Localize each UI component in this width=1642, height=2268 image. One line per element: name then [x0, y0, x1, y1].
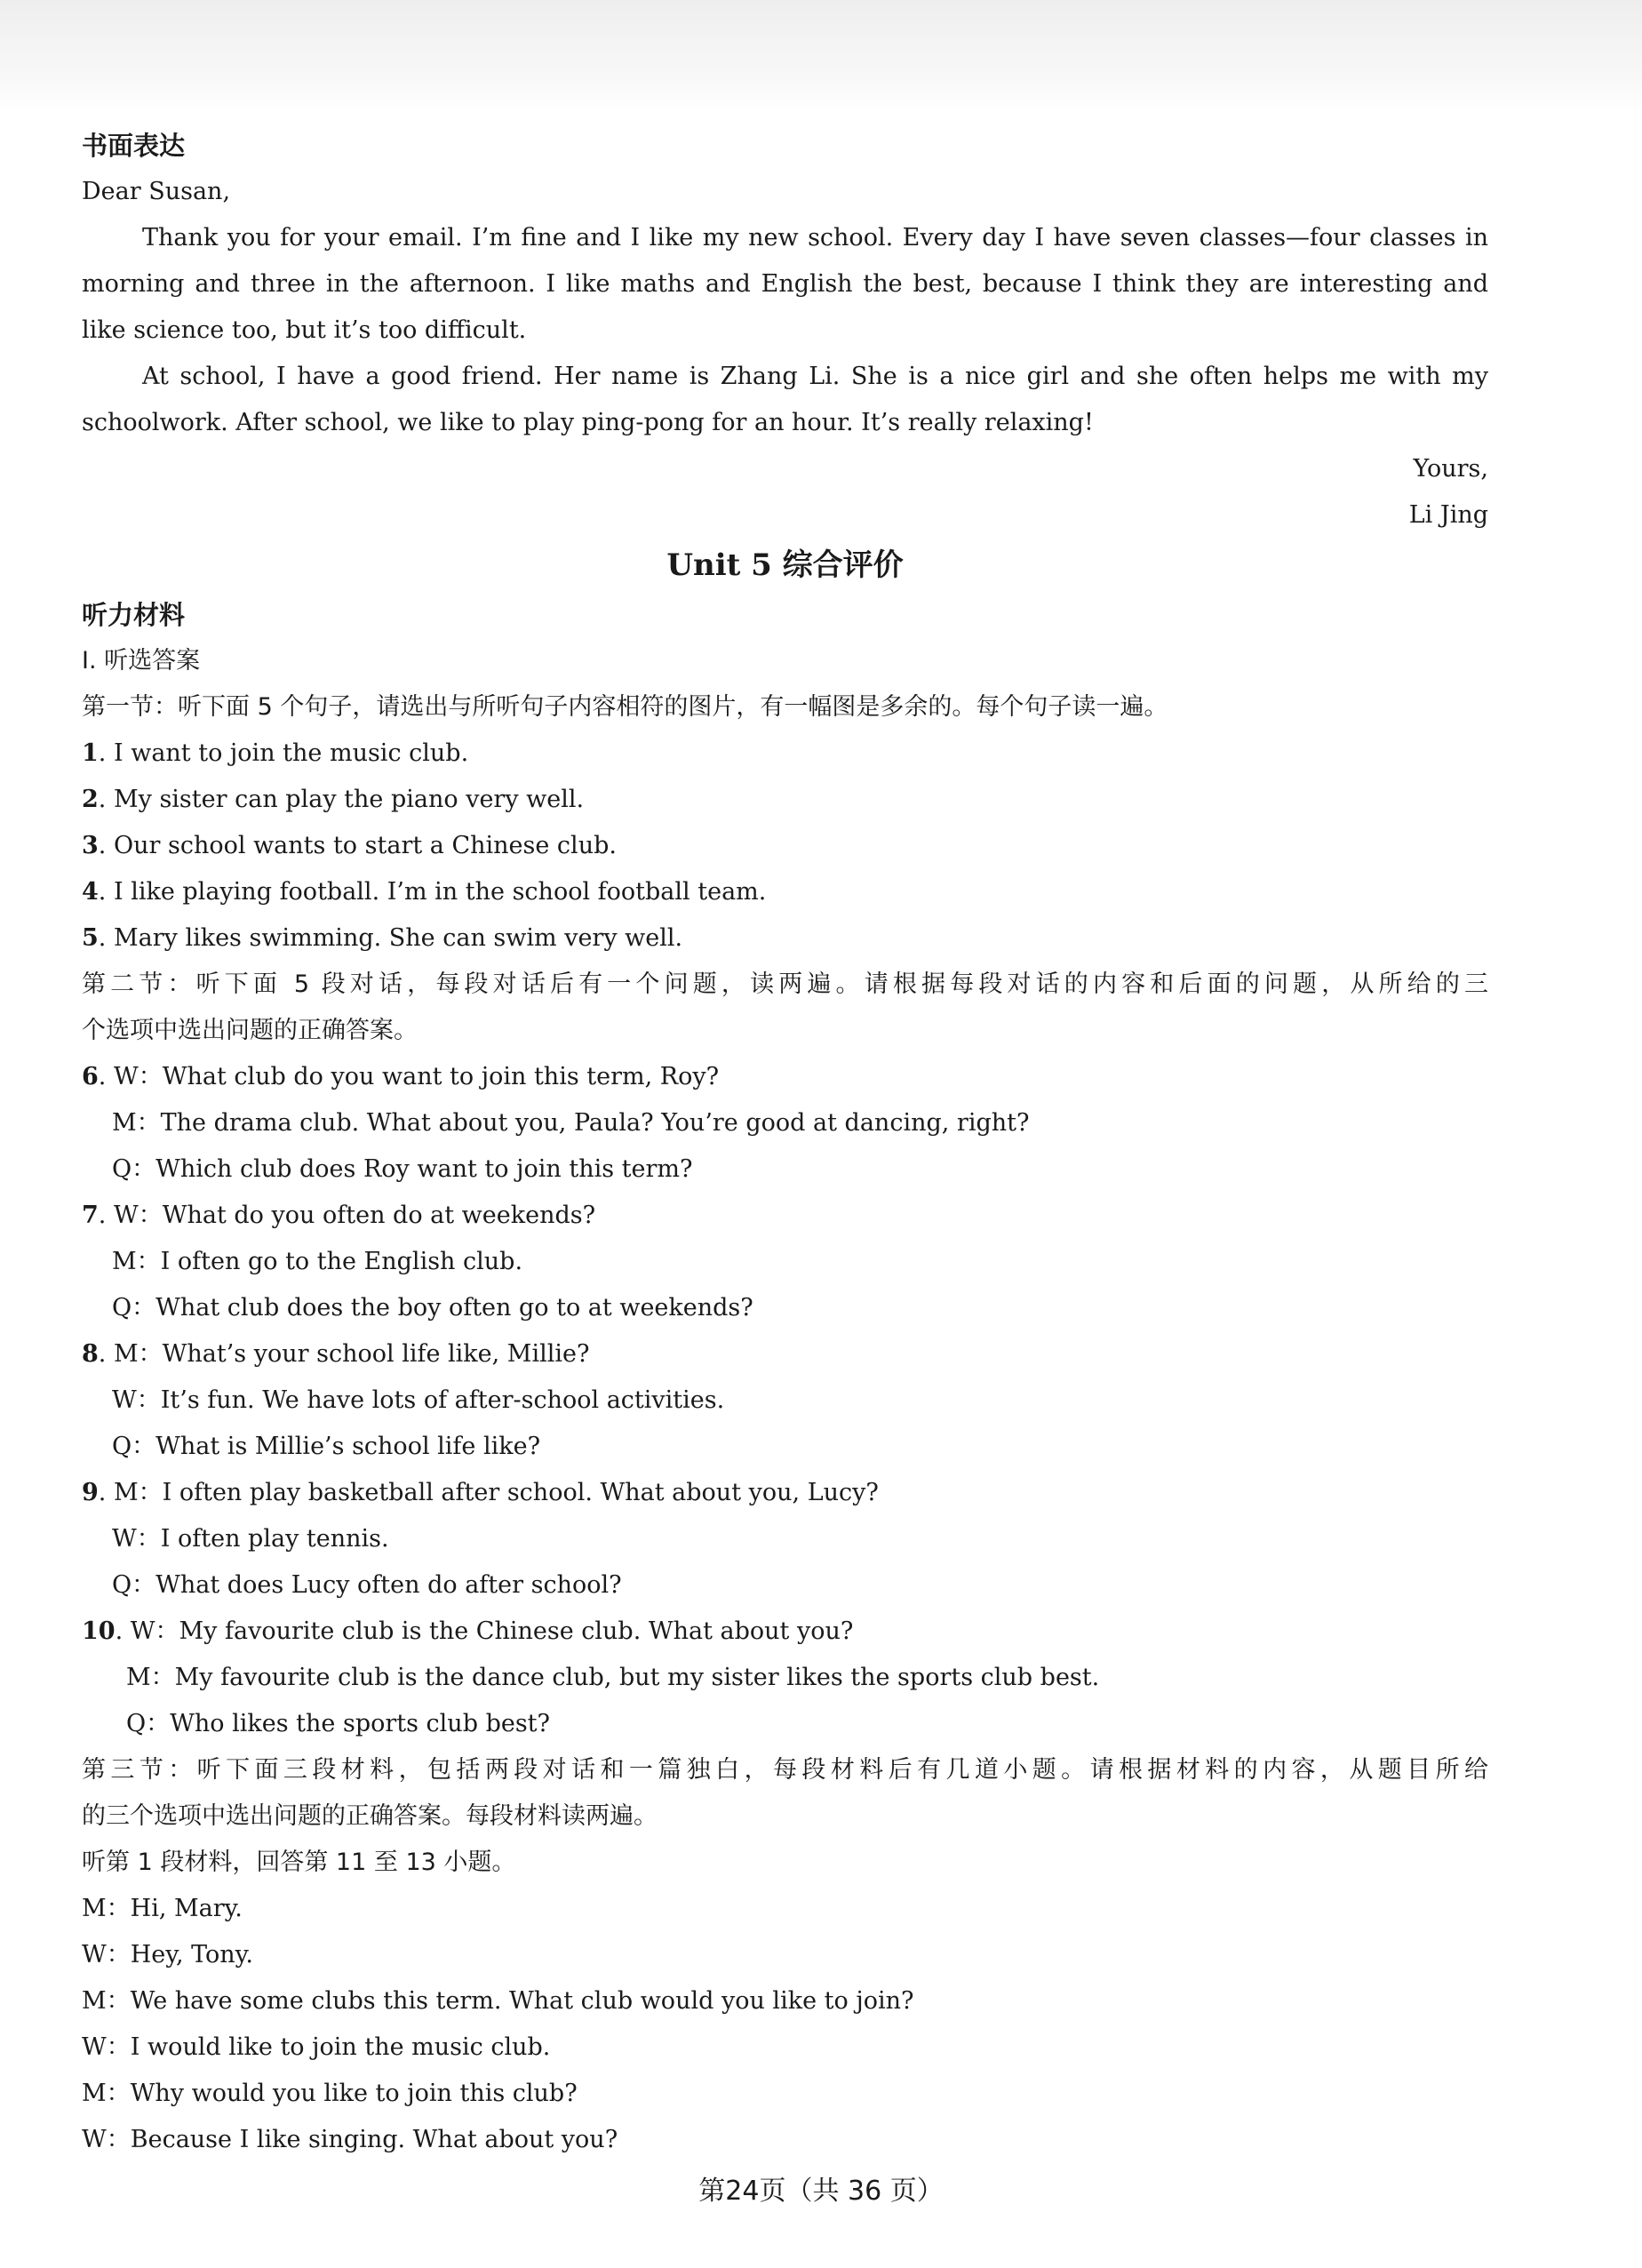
- letter-paragraph-1-line-1: Thank you for your email. I’m fine and I like my new school. Every day I have seven classes—four classes in: [142, 224, 1488, 252]
- dialogue-question: Q：Who likes the sports club best?: [126, 1710, 551, 1737]
- dialogue-first-line: [82, 1609, 1488, 1655]
- sentence-text: . Mary likes swimming. She can swim very well.: [98, 924, 683, 952]
- letter-salutation: Dear Susan,: [82, 178, 231, 205]
- item-number: 8: [82, 1340, 99, 1368]
- section-3-instructions-line-2: 的三个选项中选出问题的正确答案。每段材料读两遍。: [82, 1802, 658, 1830]
- dialogue-line: M：My favourite club is the dance club, but my sister likes the sports club best.: [126, 1664, 1100, 1691]
- letter-paragraph-1-line-2: morning and three in the afternoon. I like maths and English the best, because I think they are interesting and: [82, 270, 1488, 298]
- sentence-item: [82, 915, 1488, 962]
- sentence-text: . My sister can play the piano very well.: [98, 786, 585, 813]
- sentence-text: . I like playing football. I’m in the school football team.: [98, 878, 767, 906]
- letter-paragraph-1-line-3: like science too, but it’s too difficult.: [82, 316, 527, 344]
- unit-title: Unit 5 综合评价: [666, 547, 904, 583]
- section-2-instructions-line-1: 第二节：听下面 5 段对话，每段对话后有一个问题，读两遍。请根据每段对话的内容和后面的问题，从所给的三: [82, 970, 1488, 998]
- dialogue-question: Q：What is Millie’s school life like?: [112, 1433, 541, 1460]
- material-line: W：Hey, Tony.: [82, 1941, 253, 1969]
- dialogue-first-line: [82, 1331, 1488, 1378]
- dialogue-text: . W：What do you often do at weekends?: [98, 1202, 596, 1229]
- dialogue-question: Q：Which club does Roy want to join this term?: [112, 1155, 693, 1183]
- item-number: 2: [82, 786, 99, 813]
- material-line: M：Hi, Mary.: [82, 1895, 243, 1922]
- item-number: 6: [82, 1063, 99, 1090]
- sentence-item: [82, 823, 1488, 869]
- item-number: 5: [82, 924, 99, 952]
- sentence-item: [82, 777, 1488, 823]
- dialogue-line: W：It’s fun. We have lots of after-school activities.: [112, 1386, 725, 1414]
- dialogue-line: W：I often play tennis.: [112, 1525, 389, 1553]
- section-3-instructions-line-1: 第三节：听下面三段材料，包括两段对话和一篇独白，每段材料后有几道小题。请根据材料的内容，从题目所给: [82, 1756, 1488, 1784]
- writing-heading: 书面表达: [82, 131, 186, 161]
- sentence-text: . I want to join the music club.: [98, 739, 469, 767]
- item-number: 1: [82, 739, 99, 767]
- dialogue-first-line: [82, 1054, 1488, 1100]
- page-footer: 第24页（共 36 页）: [698, 2176, 944, 2207]
- document-page: [82, 123, 1488, 2163]
- item-number: 7: [82, 1202, 99, 1229]
- dialogue-first-line: [82, 1193, 1488, 1239]
- scan-shadow-band: [0, 0, 1642, 116]
- sentence-item: [82, 731, 1488, 777]
- sentence-item: [82, 869, 1488, 915]
- material-1-heading: 听第 1 段材料，回答第 11 至 13 小题。: [82, 1849, 516, 1876]
- item-number: 3: [82, 832, 99, 859]
- letter-paragraph-2-line-2: schoolwork. After school, we like to play ping-pong for an hour. It’s really relaxing!: [82, 409, 1094, 436]
- letter-signature: Li Jing: [1408, 501, 1488, 529]
- material-line: W：I would like to join the music club.: [82, 2033, 551, 2061]
- item-number: 4: [82, 878, 99, 906]
- dialogue-line: M：The drama club. What about you, Paula? You’re good at dancing, right?: [112, 1109, 1030, 1137]
- item-number: 10: [82, 1617, 116, 1645]
- dialogue-question: Q：What does Lucy often do after school?: [112, 1571, 622, 1599]
- section-2-instructions-line-2: 个选项中选出问题的正确答案。: [82, 1017, 418, 1044]
- dialogue-first-line: [82, 1470, 1488, 1516]
- letter-closing: Yours,: [1413, 455, 1488, 483]
- listening-heading: 听力材料: [82, 600, 186, 630]
- dialogue-question: Q：What club does the boy often go to at weekends?: [112, 1294, 753, 1322]
- material-line: M：Why would you like to join this club?: [82, 2080, 578, 2107]
- dialogue-line: M：I often go to the English club.: [112, 1248, 523, 1275]
- dialogue-text: . M：What’s your school life like, Millie?: [98, 1340, 590, 1368]
- dialogue-text: . M：I often play basketball after school. What about you, Lucy?: [98, 1479, 879, 1506]
- sentence-text: . Our school wants to start a Chinese club.: [98, 832, 617, 859]
- item-number: 9: [82, 1479, 99, 1506]
- material-line: M：We have some clubs this term. What club would you like to join?: [82, 1987, 914, 2015]
- material-line: W：Because I like singing. What about you?: [82, 2126, 618, 2153]
- section-1-instructions: 第一节：听下面 5 个句子，请选出与所听句子内容相符的图片，有一幅图是多余的。每个句子读一遍。: [82, 693, 1168, 721]
- part-1-heading: Ⅰ. 听选答案: [82, 647, 201, 675]
- letter-paragraph-2-line-1: At school, I have a good friend. Her name is Zhang Li. She is a nice girl and she often helps me with my: [142, 363, 1488, 390]
- dialogue-text: . W：What club do you want to join this term, Roy?: [98, 1063, 720, 1090]
- dialogue-text: . W：My favourite club is the Chinese club. What about you?: [115, 1617, 854, 1645]
